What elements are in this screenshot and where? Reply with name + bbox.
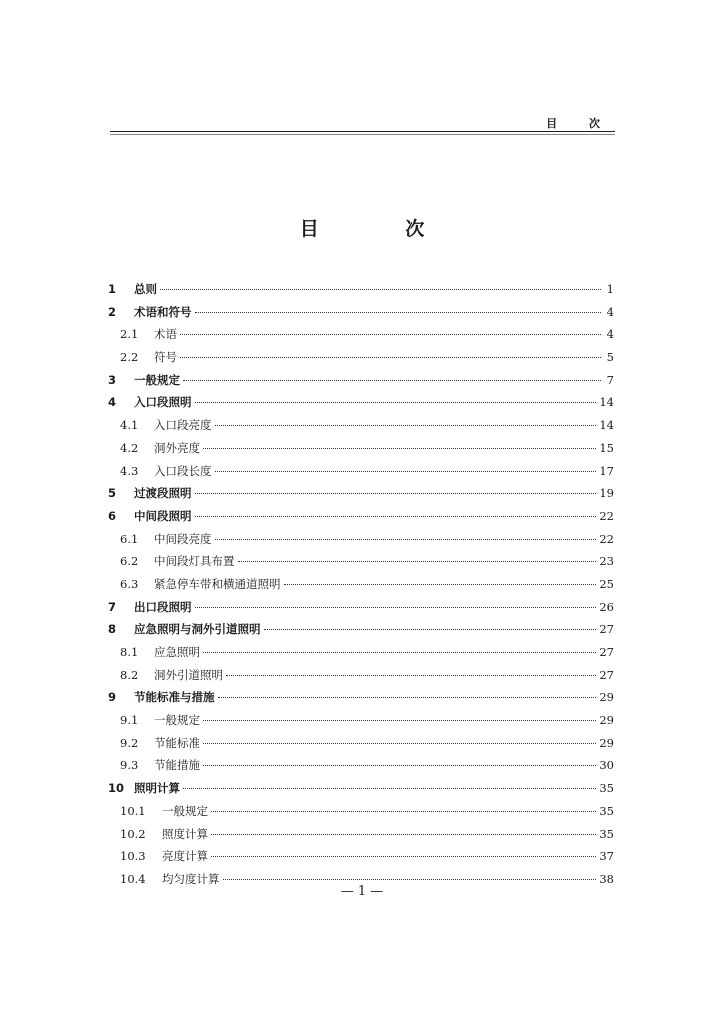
toc-entry[interactable]: [108, 414, 614, 437]
toc-entry[interactable]: [108, 550, 614, 573]
toc-entry-title: 总则: [134, 282, 157, 296]
toc-entry-title: 术语和符号: [134, 304, 192, 319]
toc-entry-number: 6.1: [120, 531, 139, 546]
toc-dot-leader: [180, 334, 601, 335]
toc-entry[interactable]: [108, 777, 614, 800]
toc-dot-leader: [211, 834, 596, 835]
toc-dot-leader: [203, 448, 596, 449]
toc-entry[interactable]: [108, 754, 614, 777]
toc-entry-page: 7: [606, 372, 614, 387]
toc-entry-title: 中间段照明: [134, 508, 192, 523]
toc-entry[interactable]: [108, 664, 614, 687]
toc-entry-number: 7: [108, 599, 117, 614]
toc-entry[interactable]: [108, 823, 614, 846]
toc-entry[interactable]: [108, 709, 614, 732]
toc-dot-leader: [203, 720, 596, 721]
toc-entry-number: 2.1: [120, 327, 139, 342]
toc-entry-title: 节能标准与措施: [134, 690, 215, 705]
toc-entry-title: 过渡段照明: [134, 486, 192, 501]
toc-entry-title: 紧急停车带和横通道照明: [154, 576, 281, 591]
toc-dot-leader: [195, 312, 602, 313]
toc-entry-number: 8.1: [120, 645, 139, 659]
toc-entry[interactable]: [108, 505, 614, 528]
toc-dot-leader: [203, 652, 596, 653]
toc-dot-leader: [211, 856, 596, 857]
toc-entry-number: 8: [108, 622, 117, 637]
toc-entry-title: 应急照明与洞外引道照明: [134, 622, 261, 637]
toc-entry[interactable]: [108, 278, 614, 301]
toc-entry[interactable]: [108, 346, 614, 369]
toc-entry-title: 照明计算: [134, 781, 180, 796]
toc-dot-leader: [195, 516, 597, 517]
toc-entry-page: 27: [599, 645, 614, 659]
toc-entry[interactable]: [108, 437, 614, 460]
toc-entry-number: 9.3: [120, 758, 139, 773]
toc-dot-leader: [183, 380, 601, 381]
toc-dot-leader: [284, 584, 597, 585]
toc-entry-number: 6: [108, 508, 117, 523]
toc-entry-page: 25: [599, 576, 614, 591]
toc-dot-leader: [195, 607, 597, 608]
toc-entry-page: 1: [606, 282, 614, 296]
toc-entry-number: 3: [108, 372, 117, 387]
toc-entry-page: 35: [599, 803, 614, 818]
toc-entry-title: 洞外引道照明: [154, 667, 223, 682]
toc-entry-number: 6.3: [120, 576, 139, 591]
toc-entry[interactable]: [108, 482, 614, 505]
toc-dot-leader: [211, 811, 596, 812]
toc-dot-leader: [195, 402, 597, 403]
toc-entry-page: 22: [599, 508, 614, 523]
toc-entry-title: 一般规定: [162, 803, 208, 818]
toc-entry-number: 9.2: [120, 735, 139, 750]
toc-entry[interactable]: [108, 686, 614, 709]
toc-entry-title: 一般规定: [134, 372, 180, 387]
toc-entry-title: 均匀度计算: [162, 871, 220, 886]
toc-entry[interactable]: [108, 460, 614, 483]
toc-entry-number: 8.2: [120, 667, 139, 682]
toc-entry-title: 节能标准: [154, 735, 200, 750]
toc-entry-page: 4: [606, 304, 614, 319]
toc-dot-leader: [264, 629, 597, 630]
toc-entry-number: 9.1: [120, 713, 139, 728]
toc-entry-page: 35: [599, 781, 614, 796]
toc-entry-number: 10.1: [120, 803, 146, 818]
toc-entry-page: 29: [599, 690, 614, 705]
toc-dot-leader: [160, 289, 601, 290]
toc-entry-page: 22: [599, 531, 614, 546]
toc-entry-page: 29: [599, 713, 614, 728]
toc-entry-page: 30: [599, 758, 614, 773]
toc-entry-number: 10.3: [120, 849, 146, 864]
toc-entry-number: 4: [108, 395, 117, 410]
toc-entry-page: 19: [599, 486, 614, 501]
toc-entry-page: 29: [599, 735, 614, 750]
toc-entry-title: 亮度计算: [162, 849, 208, 864]
toc-entry-page: 14: [599, 418, 614, 433]
toc-entry-page: 5: [606, 350, 614, 365]
toc-entry-title: 符号: [154, 350, 177, 365]
toc-dot-leader: [203, 743, 596, 744]
toc-entry-title: 洞外亮度: [154, 440, 200, 455]
toc-entry-title: 入口段长度: [154, 463, 212, 478]
toc-entry-title: 一般规定: [154, 713, 200, 728]
toc-dot-leader: [183, 788, 596, 789]
toc-entry-number: 5: [108, 486, 117, 501]
toc-entry-number: 4.1: [120, 418, 139, 433]
toc-entry-page: 38: [599, 871, 614, 886]
toc-entry[interactable]: [108, 369, 614, 392]
toc-entry[interactable]: [108, 528, 614, 551]
toc-entry-number: 9: [108, 690, 117, 705]
toc-dot-leader: [223, 879, 597, 880]
toc-entry-number: 6.2: [120, 554, 139, 569]
toc-dot-leader: [215, 539, 597, 540]
toc-entry[interactable]: [108, 641, 614, 664]
toc-entry-number: 10: [108, 781, 125, 796]
toc-entry-page: 27: [599, 667, 614, 682]
toc-entry-number: 10.2: [120, 826, 146, 841]
toc-dot-leader: [195, 493, 597, 494]
toc-entry-title: 节能措施: [154, 758, 200, 773]
page-title: 目 次: [299, 218, 465, 240]
toc-entry-page: 15: [599, 440, 614, 455]
toc-entry-page: 26: [599, 599, 614, 614]
toc-entry[interactable]: [108, 845, 614, 868]
toc-entry-page: 37: [599, 849, 614, 864]
toc-dot-leader: [180, 357, 601, 358]
toc-dot-leader: [226, 675, 596, 676]
header-rule: [110, 131, 615, 132]
toc-entry-title: 出口段照明: [134, 599, 192, 614]
toc-entry-title: 应急照明: [154, 645, 200, 659]
toc-entry-page: 23: [599, 554, 614, 569]
toc-entry-page: 4: [606, 327, 614, 342]
toc-dot-leader: [238, 561, 597, 562]
toc-entry-number: 2: [108, 304, 117, 319]
toc-entry[interactable]: [108, 391, 614, 414]
page-number: — 1 —: [340, 884, 384, 899]
toc-dot-leader: [203, 765, 596, 766]
table-of-contents: [108, 278, 614, 891]
running-header: 目 次: [546, 117, 614, 130]
toc-entry-title: 中间段亮度: [154, 531, 212, 546]
toc-entry-page: 17: [599, 463, 614, 478]
toc-dot-leader: [218, 697, 597, 698]
toc-entry-title: 入口段照明: [134, 395, 192, 410]
toc-entry[interactable]: [108, 301, 614, 324]
toc-entry[interactable]: [108, 323, 614, 346]
toc-entry-page: 27: [599, 622, 614, 637]
header-rule-thin: [110, 134, 615, 135]
toc-entry-number: 4.3: [120, 463, 139, 478]
toc-entry-number: 2.2: [120, 350, 139, 365]
toc-entry-title: 中间段灯具布置: [154, 554, 235, 569]
toc-entry-title: 照度计算: [162, 826, 208, 841]
toc-dot-leader: [215, 471, 597, 472]
toc-entry[interactable]: [108, 596, 614, 619]
toc-entry-page: 35: [599, 826, 614, 841]
toc-entry-title: 入口段亮度: [154, 418, 212, 433]
toc-entry-number: 4.2: [120, 440, 139, 455]
toc-entry-page: 14: [599, 395, 614, 410]
toc-entry-title: 术语: [154, 327, 177, 342]
toc-entry[interactable]: [108, 618, 614, 641]
toc-entry-number: 10.4: [120, 871, 146, 886]
toc-entry-number: 1: [108, 282, 117, 296]
toc-dot-leader: [215, 425, 597, 426]
toc-entry[interactable]: [108, 732, 614, 755]
toc-entry[interactable]: [108, 573, 614, 596]
toc-entry[interactable]: [108, 800, 614, 823]
